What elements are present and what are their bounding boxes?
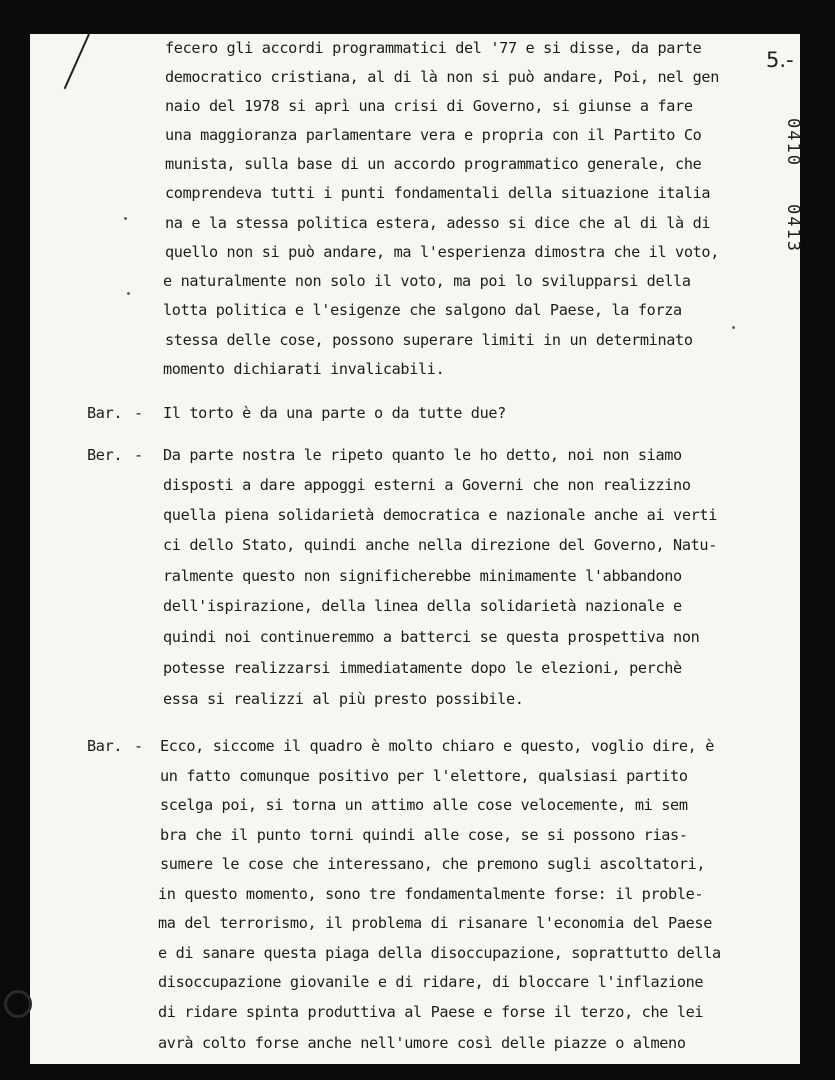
text-line: quello non si può andare, ma l'esperienza dimostra che il voto, bbox=[165, 243, 720, 261]
text-line: scelga poi, si torna un attimo alle cose velocemente, mi sem bbox=[160, 796, 688, 814]
text-line: una maggioranza parlamentare vera e propria con il Partito Co bbox=[165, 126, 702, 144]
text-line: lotta politica e l'esigenze che salgono dal Paese, la forza bbox=[163, 301, 682, 319]
text-line: e naturalmente non solo il voto, ma poi lo svilupparsi della bbox=[163, 272, 691, 290]
text-line: Il torto è da una parte o da tutte due? bbox=[163, 404, 506, 422]
text-line: Da parte nostra le ripeto quanto le ho detto, noi non siamo bbox=[163, 446, 682, 464]
text-line: di ridare spinta produttiva al Paese e forse il terzo, che lei bbox=[158, 1003, 704, 1021]
speaker-dash: - bbox=[134, 404, 143, 422]
text-line: disposti a dare appoggi esterni a Governi che non realizzino bbox=[163, 476, 691, 494]
text-line: un fatto comunque positivo per l'elettore, qualsiasi partito bbox=[160, 767, 688, 785]
text-line: avrà colto forse anche nell'umore così delle piazze o almeno bbox=[158, 1034, 686, 1052]
text-line: comprendeva tutti i punti fondamentali della situazione italia bbox=[165, 184, 711, 202]
text-line: ma del terrorismo, il problema di risanare l'economia del Paese bbox=[158, 914, 713, 932]
text-line: fecero gli accordi programmatici del '77 e si disse, da parte bbox=[165, 39, 702, 57]
text-line: sumere le cose che interessano, che premono sugli ascoltatori, bbox=[160, 855, 706, 873]
text-line: na e la stessa politica estera, adesso si dice che al di là di bbox=[165, 214, 711, 232]
text-line: stessa delle cose, possono superare limiti in un determinato bbox=[165, 331, 693, 349]
text-line: ralmente questo non significherebbe minimamente l'abbandono bbox=[163, 567, 682, 585]
paper-speck bbox=[124, 217, 127, 220]
speaker-dash: - bbox=[134, 737, 143, 755]
text-line: munista, sulla base di un accordo programmatico generale, che bbox=[165, 155, 702, 173]
paper-speck bbox=[127, 292, 130, 295]
text-line: potesse realizzarsi immediatamente dopo le elezioni, perchè bbox=[163, 659, 682, 677]
paper-speck bbox=[732, 326, 735, 329]
text-line: ci dello Stato, quindi anche nella direzione del Governo, Natu- bbox=[163, 536, 718, 554]
text-line: Ecco, siccome il quadro è molto chiaro e questo, voglio dire, è bbox=[160, 737, 715, 755]
text-line: in questo momento, sono tre fondamentalmente forse: il proble- bbox=[158, 885, 704, 903]
speaker-label: Ber. bbox=[87, 446, 123, 464]
corner-watermark bbox=[4, 990, 32, 1018]
document-page bbox=[30, 34, 803, 1064]
text-line: disoccupazione giovanile e di ridare, di bloccare l'inflazione bbox=[158, 973, 704, 991]
speaker-dash: - bbox=[134, 446, 143, 464]
text-line: bra che il punto torni quindi alle cose, se si possono rias- bbox=[160, 826, 688, 844]
text-line: democratico cristiana, al di là non si può andare, Poi, nel gen bbox=[165, 68, 720, 86]
text-line: dell'ispirazione, della linea della solidarietà nazionale e bbox=[163, 597, 682, 615]
text-line: quindi noi continueremmo a batterci se questa prospettiva non bbox=[163, 628, 700, 646]
text-line: e di sanare questa piaga della disoccupazione, soprattutto della bbox=[158, 944, 721, 962]
text-line: momento dichiarati invalicabili. bbox=[163, 360, 445, 378]
speaker-label: Bar. bbox=[87, 404, 123, 422]
text-line: naio del 1978 si aprì una crisi di Governo, si giunse a fare bbox=[165, 97, 693, 115]
page-number: 5.- bbox=[766, 48, 794, 72]
archive-stamp: 0410 bbox=[783, 118, 803, 167]
pen-stroke bbox=[64, 34, 90, 90]
speaker-label: Bar. bbox=[87, 737, 123, 755]
text-line: essa si realizzi al più presto possibile. bbox=[163, 690, 524, 708]
archive-stamp: 0413 bbox=[783, 204, 803, 253]
text-line: quella piena solidarietà democratica e nazionale anche ai verti bbox=[163, 506, 718, 524]
